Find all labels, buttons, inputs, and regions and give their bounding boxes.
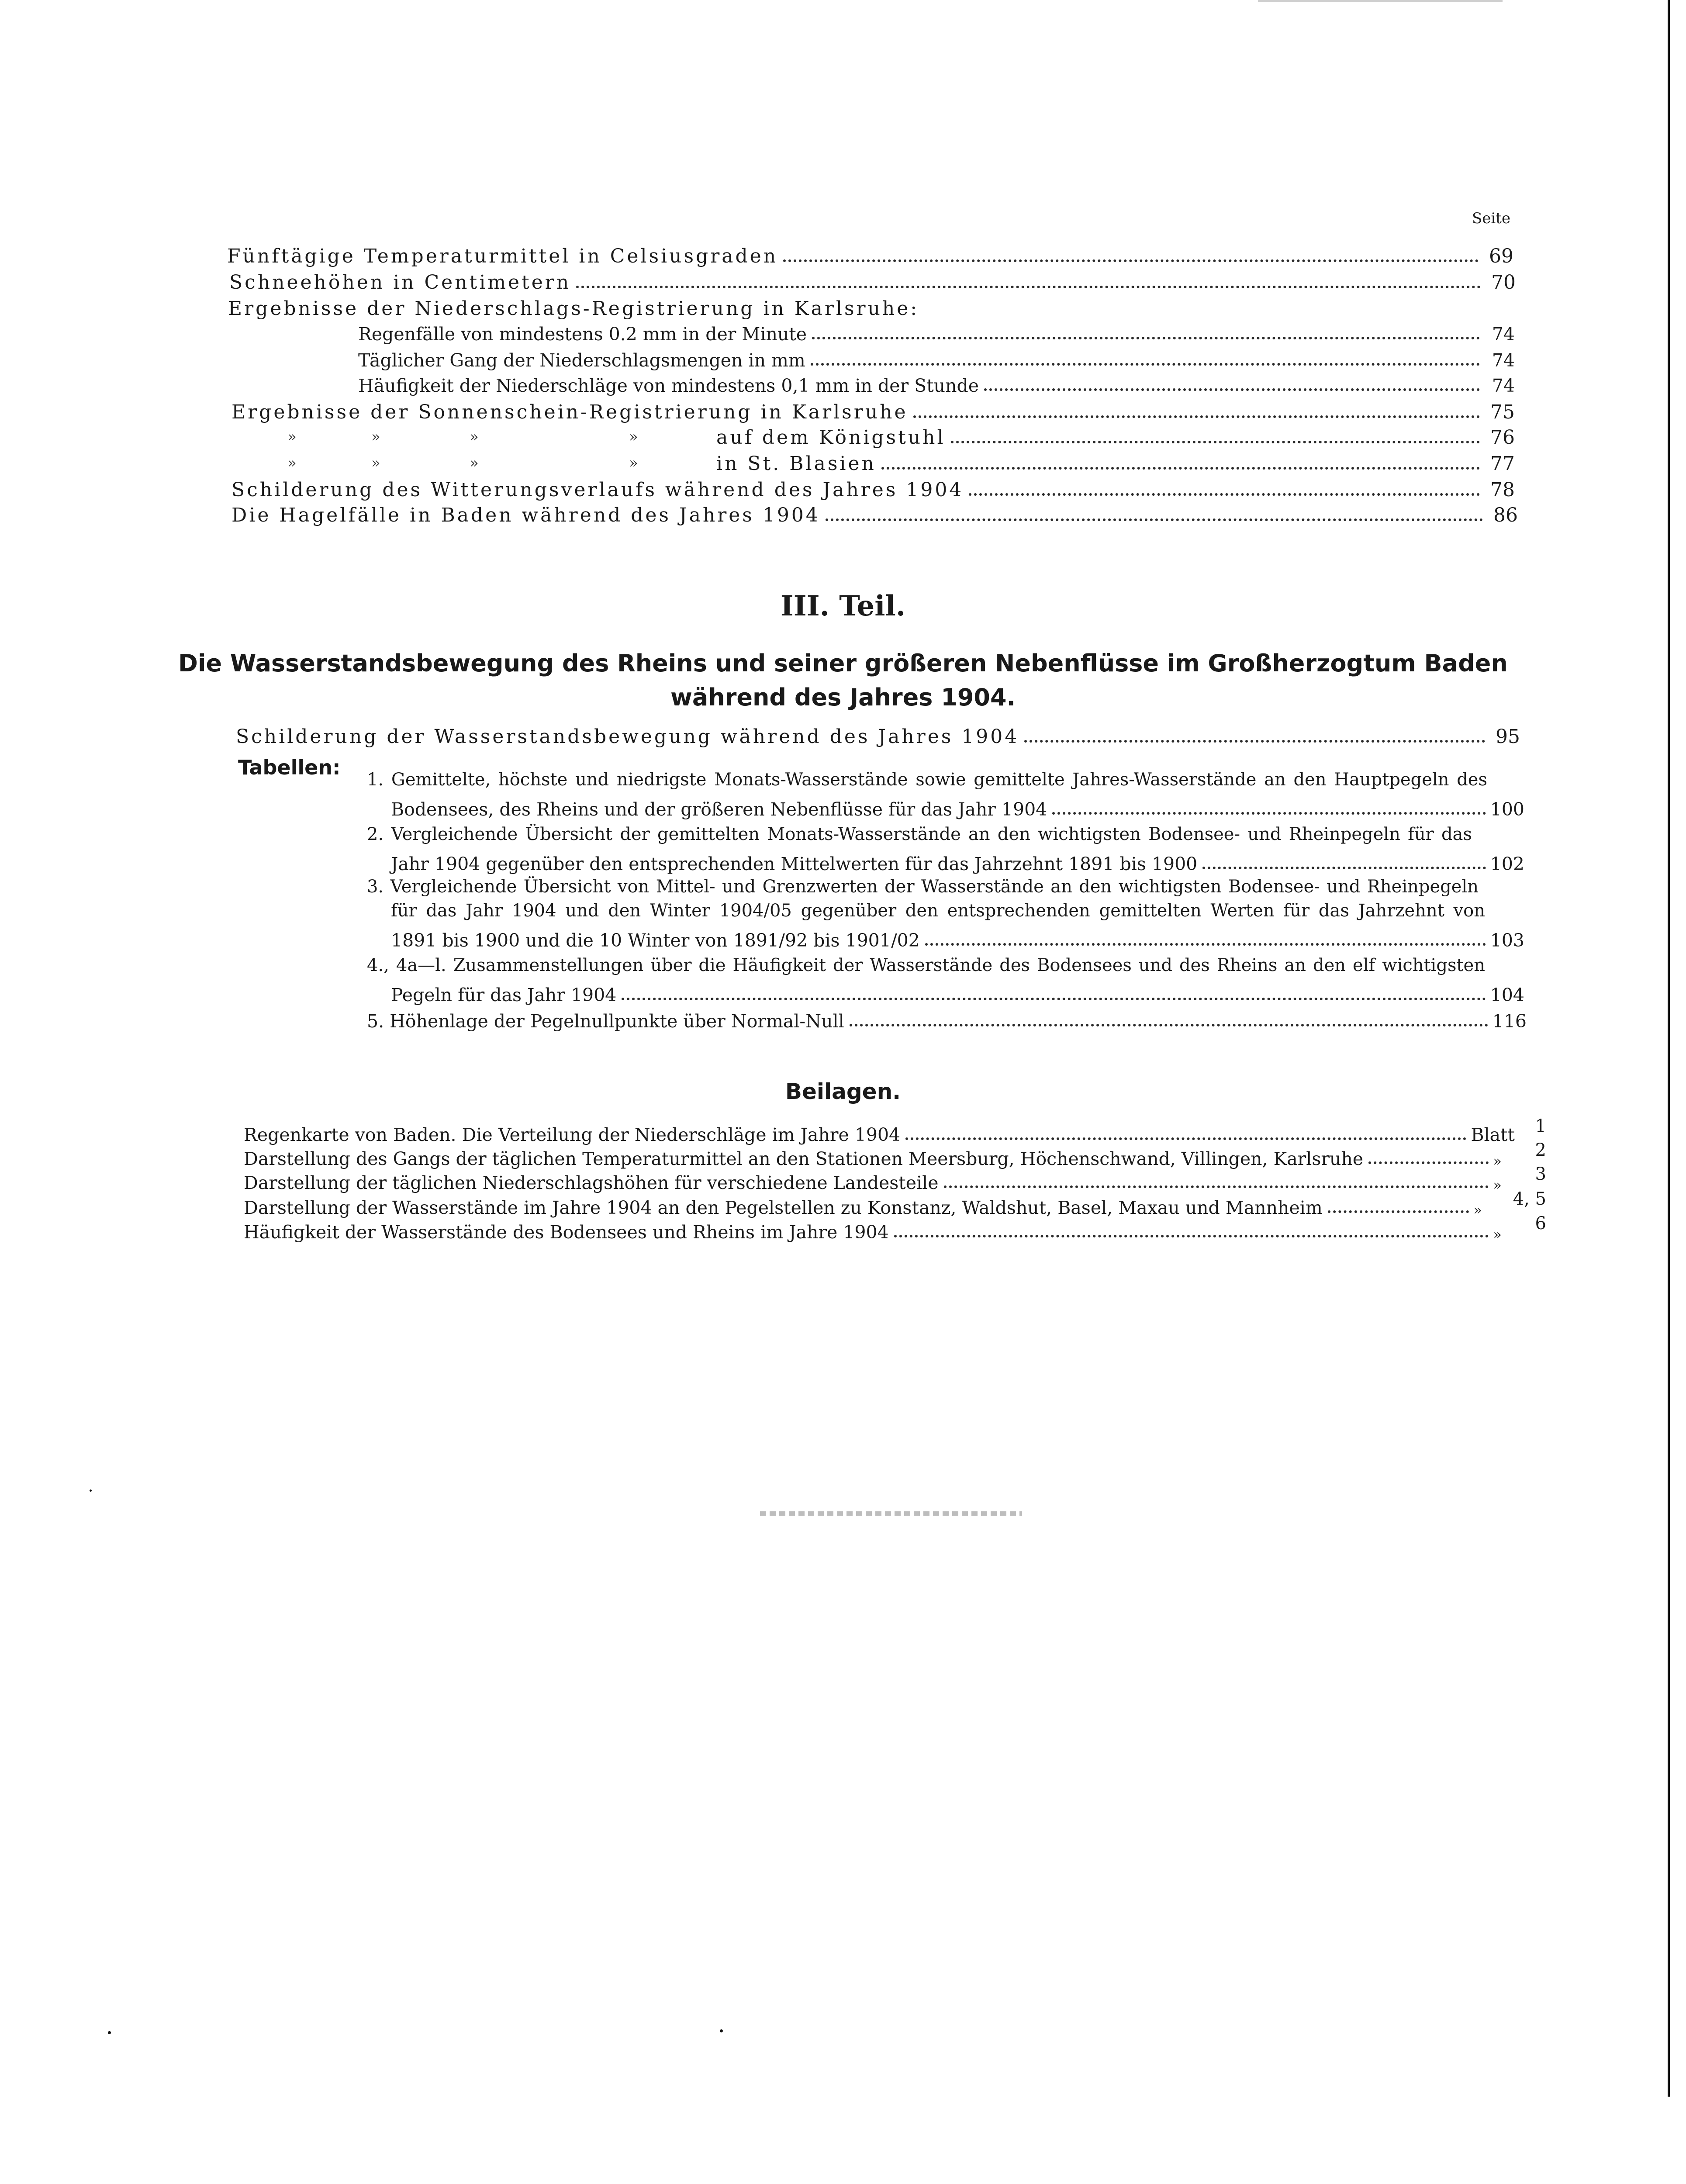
table-entry[interactable] [391, 791, 1524, 819]
part-heading: III. Teil. [780, 590, 906, 622]
dot-leader [881, 467, 1480, 470]
section-end-rule [760, 1511, 1022, 1516]
table-entry-line: 1. Gemittelte, höchste und niedrigste Monats-Wasserstände sowie gemittelte Jahres-Wasserstände an den Hauptpegeln des [367, 770, 1487, 790]
dot-leader [812, 337, 1480, 339]
ditto-mark: » [470, 454, 479, 472]
beilage-sheet-number: 2 [1535, 1140, 1546, 1160]
toc-entry[interactable] [716, 446, 1515, 473]
toc-entry-title: Täglicher Gang der Niederschlagsmengen in mm [358, 350, 805, 371]
beilage-title: Darstellung des Gangs der täglichen Temperaturmittel an den Stationen Meersburg, Höchenschwand, Villingen, Karlsruhe [244, 1148, 1364, 1169]
toc-entry-title: Ergebnisse der Sonnenschein-Registrierung in Karlsruhe [231, 401, 908, 423]
beilage-prefix: » [1493, 1177, 1502, 1193]
toc-subentry[interactable] [358, 342, 1515, 370]
toc-entry[interactable] [231, 497, 1518, 525]
dot-leader [951, 441, 1480, 443]
toc-entry-page: 74 [1492, 375, 1515, 396]
table-entry-title: Pegeln für das Jahr 1904 [391, 985, 617, 1006]
table-entry[interactable] [391, 922, 1524, 950]
table-entry-page: 102 [1490, 854, 1524, 874]
dot-leader [944, 1185, 1489, 1188]
toc-entry-title: Ergebnisse der Niederschlags-Registrierung in Karlsruhe: [228, 297, 919, 320]
dot-leader [969, 493, 1480, 496]
beilage-title: Häufigkeit der Wasserstände des Bodensees und Rheins im Jahre 1904 [244, 1222, 889, 1243]
part-title-line: während des Jahres 1904. [670, 684, 1016, 711]
page-edge-rule [1668, 0, 1670, 2097]
toc-entry-title: in St. Blasien [716, 453, 876, 475]
beilage-entry[interactable] [244, 1164, 1502, 1192]
ditto-mark: » [629, 428, 638, 446]
beilage-sheet-number: 1 [1535, 1116, 1546, 1136]
beilage-prefix: » [1473, 1202, 1482, 1218]
toc-entry-page: 70 [1491, 271, 1516, 294]
toc-entry[interactable] [227, 238, 1513, 266]
table-entry-title: Jahr 1904 gegenüber den entsprechenden Mittelwerten für das Jahrzehnt 1891 bis 1900 [391, 854, 1198, 874]
dot-leader [826, 518, 1483, 521]
toc-entry-page: 86 [1493, 504, 1518, 526]
dot-leader [984, 388, 1480, 391]
scan-speck [108, 2031, 111, 2034]
beilage-sheet-number: 4, 5 [1513, 1189, 1546, 1209]
dot-leader [1052, 812, 1486, 815]
dot-leader [1024, 740, 1485, 743]
dot-leader [783, 259, 1479, 262]
toc-entry-page: 74 [1492, 350, 1515, 371]
table-entry-title: 1891 bis 1900 und die 10 Winter von 1891/92 bis 1901/02 [391, 930, 920, 951]
toc-entry-title: Die Hagelfälle in Baden während des Jahres 1904 [231, 504, 820, 526]
table-entry-line: 3. Vergleichende Übersicht von Mittel- und Grenzwerten der Wasserstände an den wichtigsten Bodensee- und Rheinpegeln [367, 877, 1479, 897]
table-entry[interactable] [391, 976, 1524, 1004]
toc-entry-page: 95 [1496, 726, 1520, 748]
dot-leader [622, 998, 1486, 1000]
table-entry-line: 4., 4a—l. Zusammenstellungen über die Häufigkeit der Wasserstände des Bodensees und des Rheins an den elf wichtigsten [367, 955, 1485, 975]
beilage-prefix: » [1493, 1226, 1502, 1243]
table-entry-page: 103 [1490, 930, 1524, 951]
beilagen-heading: Beilagen. [785, 1079, 901, 1104]
beilage-entry[interactable] [244, 1213, 1502, 1241]
beilage-prefix: Blatt [1471, 1124, 1515, 1145]
beilage-sheet-number: 3 [1535, 1164, 1546, 1184]
dot-leader [576, 286, 1481, 288]
ditto-mark: » [629, 454, 638, 472]
part-title [0, 646, 1686, 715]
toc-entry-title: Häufigkeit der Niederschläge von mindestens 0,1 mm in der Stunde [358, 375, 979, 396]
scan-smudge-top [1258, 0, 1503, 2]
dot-leader [913, 415, 1480, 418]
dot-leader [1202, 867, 1486, 869]
dot-leader [811, 363, 1480, 366]
dot-leader [1328, 1210, 1469, 1213]
scan-speck [90, 1489, 92, 1492]
ditto-mark: » [371, 454, 380, 472]
table-entry-title: 5. Höhenlage der Pegelnullpunkte über Normal-Null [367, 1011, 844, 1032]
toc-entry[interactable] [229, 264, 1516, 292]
toc-entry-page: 77 [1490, 453, 1515, 475]
table-entry[interactable] [367, 1002, 1527, 1030]
toc-entry-title: auf dem Königstuhl [716, 426, 946, 449]
table-entry[interactable] [391, 845, 1524, 873]
ditto-mark: » [470, 428, 479, 446]
toc-entry-title: Schneehöhen in Centimetern [229, 271, 571, 294]
toc-entry-title: Fünftägige Temperaturmittel in Celsiusgraden [227, 245, 778, 267]
tables-label: Tabellen: [238, 756, 341, 779]
toc-entry[interactable] [716, 419, 1515, 447]
scan-speck [720, 2029, 723, 2032]
dot-leader [925, 943, 1486, 946]
table-entry-page: 100 [1490, 799, 1524, 820]
beilage-title: Regenkarte von Baden. Die Verteilung der Niederschläge im Jahre 1904 [244, 1124, 901, 1145]
table-entry-page: 116 [1492, 1011, 1527, 1032]
toc-entry[interactable] [236, 719, 1520, 746]
toc-entry-title: Regenfälle von mindestens 0.2 mm in der Minute [358, 324, 807, 345]
table-entry-page: 104 [1490, 985, 1524, 1006]
dot-leader [894, 1235, 1489, 1237]
dot-leader [850, 1024, 1488, 1026]
ditto-mark: » [287, 428, 297, 446]
part-title-line: Die Wasserstandsbewegung des Rheins und seiner größeren Nebenflüsse im Großherzogtum Baden [178, 650, 1508, 677]
toc-entry-title: Schilderung des Witterungsverlaufs während des Jahres 1904 [231, 479, 964, 501]
table-entry-title: Bodensees, des Rheins und der größeren Nebenflüsse für das Jahr 1904 [391, 799, 1047, 820]
ditto-mark: » [371, 428, 380, 446]
beilage-title: Darstellung der Wasserstände im Jahre 1904 an den Pegelstellen zu Konstanz, Waldshut, Basel, Maxau und Mannheim [244, 1197, 1323, 1218]
toc-entry-page: 74 [1492, 324, 1515, 345]
beilage-title: Darstellung der täglichen Niederschlagshöhen für verschiedene Landesteile [244, 1172, 939, 1193]
toc-entry-page: 69 [1489, 245, 1513, 267]
toc-subentry[interactable] [358, 367, 1515, 395]
toc-entry-page: 76 [1490, 426, 1515, 449]
toc-entry-heading[interactable] [228, 290, 1514, 318]
ditto-mark: » [287, 454, 297, 472]
toc-entry-page: 75 [1490, 401, 1515, 423]
beilage-entry[interactable] [244, 1189, 1482, 1217]
table-entry-line: 2. Vergleichende Übersicht der gemittelten Monats-Wasserstände an den wichtigsten Bodensee- und Rheinpegeln für das [367, 824, 1472, 844]
beilage-sheet-number: 6 [1535, 1213, 1546, 1234]
table-entry-line: für das Jahr 1904 und den Winter 1904/05 gegenüber den entsprechenden gemittelten Werten für das Jahrzehnt von [391, 901, 1485, 921]
toc-entry-page: 78 [1490, 479, 1515, 501]
beilage-prefix: » [1493, 1153, 1502, 1169]
page-column-header: Seite [1472, 210, 1511, 227]
toc-entry[interactable] [231, 394, 1515, 422]
toc-entry[interactable] [231, 472, 1515, 500]
toc-subentry[interactable] [358, 315, 1515, 343]
toc-entry-title: Schilderung der Wasserstandsbewegung während des Jahres 1904 [236, 726, 1019, 748]
